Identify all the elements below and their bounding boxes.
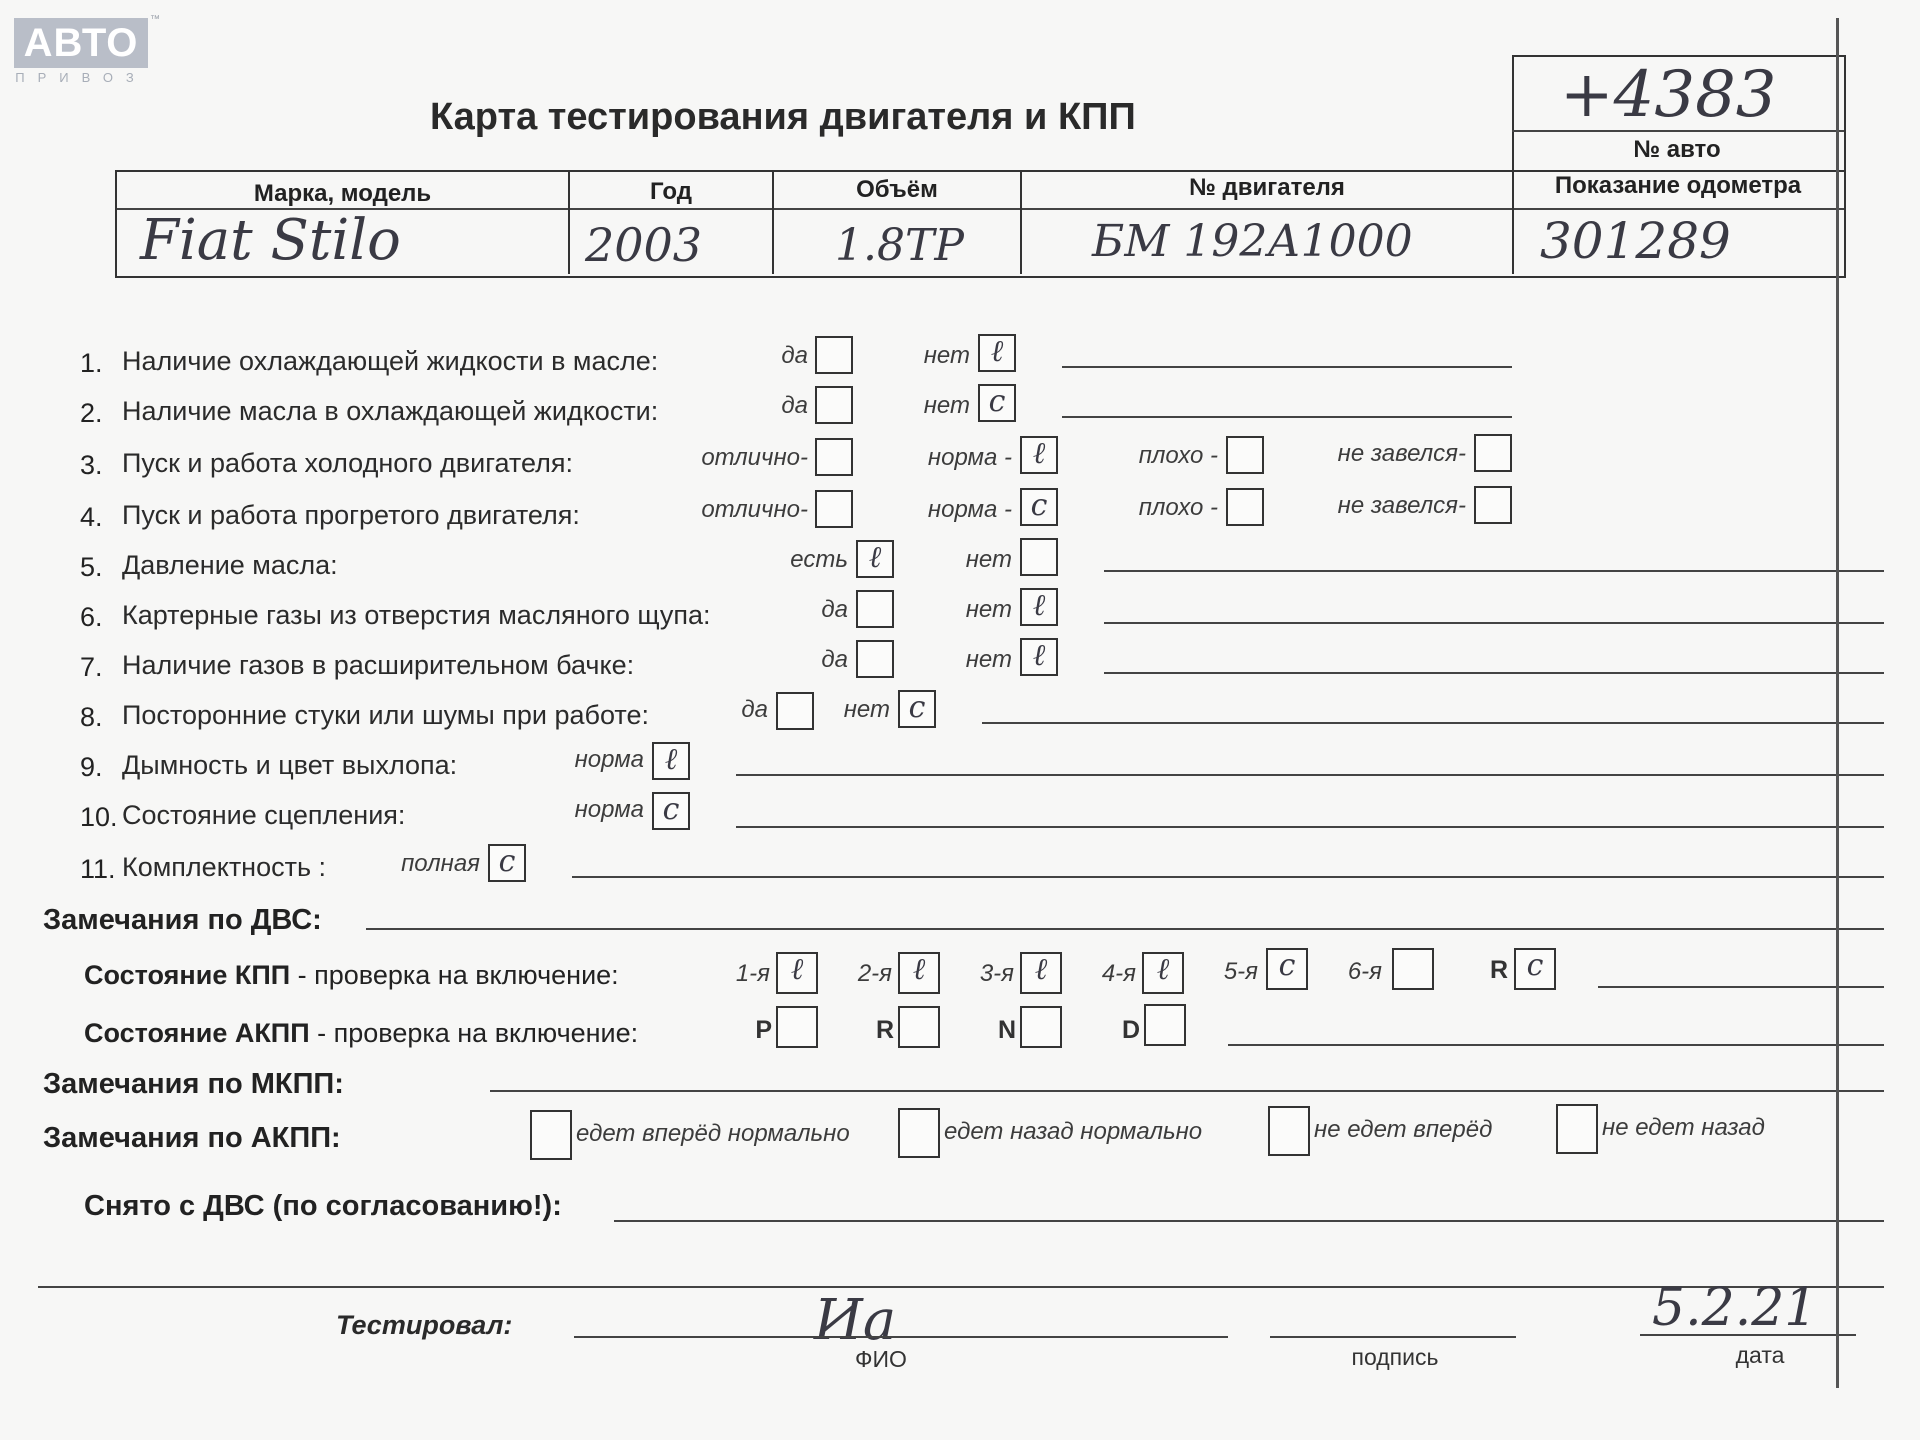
checkbox-normal[interactable]: ℓ [1020, 436, 1058, 474]
removed-from-engine-label: Снято с ДВС (по согласованию!): [84, 1190, 562, 1222]
gear-label: 1-я [735, 960, 770, 987]
car-number-value: +4383 [1560, 58, 1777, 132]
header-value-make-model: Fiat Stilo [140, 208, 401, 273]
tested-by-label: Тестировал: [336, 1310, 513, 1340]
page-edge-line [1836, 18, 1839, 1388]
kpp-label-rest: - проверка на включение: [290, 960, 619, 990]
header-value-year: 2003 [585, 218, 703, 272]
header-label-volume: Объём [856, 176, 938, 203]
item-number: 5. [80, 552, 103, 582]
option-label: не завелся- [1337, 492, 1466, 519]
option-label: да [781, 392, 808, 419]
remark-line [1104, 570, 1884, 572]
checkbox-no[interactable]: ℓ [1020, 588, 1058, 626]
checkbox-no-backward[interactable] [1556, 1104, 1598, 1154]
checkbox-bad[interactable] [1226, 436, 1264, 474]
item-number: 8. [80, 702, 103, 732]
option-label: есть [790, 546, 848, 573]
gear-2-checkbox[interactable]: ℓ [898, 952, 940, 994]
remark-line [1228, 1044, 1884, 1046]
logo-subtitle: ПРИВОЗ [15, 70, 147, 85]
item-label: Дымность и цвет выхлопа: [122, 750, 458, 780]
option-label: отлично- [701, 444, 808, 471]
checkbox-normal[interactable]: ℓ [652, 742, 690, 780]
akpp-p-checkbox[interactable] [776, 1006, 818, 1048]
checkbox-normal[interactable]: c [1020, 488, 1058, 526]
gear-4-checkbox[interactable]: ℓ [1142, 952, 1184, 994]
checkbox-no[interactable]: c [978, 384, 1016, 422]
item-number: 6. [80, 602, 103, 632]
checkbox-normal[interactable]: c [652, 792, 690, 830]
fio-caption: ФИО [855, 1346, 907, 1372]
signature-caption: подпись [1351, 1344, 1439, 1370]
item-label: Комплектность : [122, 852, 327, 882]
option-label: да [821, 596, 848, 623]
fio-line [574, 1336, 1228, 1338]
akpp-n-checkbox[interactable] [1020, 1006, 1062, 1048]
checkbox-yes[interactable] [856, 640, 894, 678]
checkbox-drives-backward[interactable] [898, 1108, 940, 1158]
option-label: не едет назад [1602, 1114, 1765, 1141]
option-label: нет [923, 392, 970, 419]
item-label: Давление масла: [122, 550, 338, 580]
option-label: норма - [927, 444, 1012, 471]
option-label: нет [965, 646, 1012, 673]
option-label: нет [965, 596, 1012, 623]
checkbox-present[interactable]: ℓ [856, 540, 894, 578]
item-label: Картерные газы из отверстия масляного щупа: [122, 600, 711, 630]
option-label: не едет вперёд [1314, 1116, 1493, 1143]
gear-label: 5-я [1223, 958, 1258, 985]
option-label: нет [965, 546, 1012, 573]
checkbox-absent[interactable] [1020, 538, 1058, 576]
akpp-label-rest: - проверка на включение: [309, 1018, 639, 1048]
option-label: плохо - [1138, 442, 1218, 469]
page-title: Карта тестирования двигателя и КПП [430, 96, 1136, 138]
remark-line [1062, 416, 1512, 418]
header-label-odometer: Показание одометра [1554, 172, 1802, 199]
akpp-label [84, 1018, 638, 1049]
checkbox-yes[interactable] [815, 336, 853, 374]
option-label: едет назад нормально [944, 1118, 1203, 1145]
car-number-label: № авто [1633, 136, 1721, 163]
item-number: 1. [80, 348, 103, 378]
fio-handwritten: Иа [814, 1288, 897, 1353]
remark-line [1104, 672, 1884, 674]
header-label-engine-number: № двигателя [1189, 174, 1345, 201]
gear-r-checkbox[interactable]: c [1514, 948, 1556, 990]
item-label: Пуск и работа прогретого двигателя: [122, 500, 580, 530]
header-value-volume: 1.8TP [835, 220, 964, 271]
item-number: 10. [80, 802, 118, 832]
akpp-position-label: P [755, 1016, 772, 1044]
gear-label: 3-я [979, 960, 1014, 987]
item-number: 3. [80, 450, 103, 480]
item-number: 4. [80, 502, 103, 532]
header-label-year: Год [650, 178, 692, 205]
gear-label: 4-я [1101, 960, 1136, 987]
item-number: 7. [80, 652, 103, 682]
checkbox-yes[interactable] [815, 386, 853, 424]
item-number: 11. [80, 854, 116, 884]
checkbox-no-forward[interactable] [1268, 1106, 1310, 1156]
akpp-position-label: R [875, 1016, 894, 1044]
item-number: 2. [80, 398, 103, 428]
option-label: нет [923, 342, 970, 369]
date-caption: дата [1735, 1342, 1785, 1368]
gear-1-checkbox[interactable]: ℓ [776, 952, 818, 994]
checkbox-excellent[interactable] [815, 490, 853, 528]
checkbox-no[interactable]: c [898, 690, 936, 728]
date-line [1640, 1334, 1856, 1336]
checkbox-no[interactable]: ℓ [1020, 638, 1058, 676]
kpp-label-bold: Состояние КПП [84, 960, 291, 990]
akpp-position-label: N [997, 1016, 1016, 1044]
remark-line [736, 826, 1884, 828]
remark-line [572, 876, 1884, 878]
option-label: норма [574, 746, 644, 773]
item-label: Наличие охлаждающей жидкости в масле: [122, 346, 659, 376]
akpp-position-label: D [1121, 1016, 1140, 1044]
checkbox-yes[interactable] [856, 590, 894, 628]
checkbox-excellent[interactable] [815, 438, 853, 476]
option-label: да [741, 696, 768, 723]
checkbox-yes[interactable] [776, 692, 814, 730]
gear-label: 6-я [1347, 958, 1382, 985]
option-label: норма - [927, 496, 1012, 523]
item-label: Наличие масла в охлаждающей жидкости: [122, 396, 659, 426]
gear-3-checkbox[interactable]: ℓ [1020, 952, 1062, 994]
checkbox-bad[interactable] [1226, 488, 1264, 526]
option-label: плохо - [1138, 494, 1218, 521]
checkbox-complete[interactable]: c [488, 844, 526, 882]
item-number: 9. [80, 752, 103, 782]
akpp-r-checkbox[interactable] [898, 1006, 940, 1048]
remarks-engine-label: Замечания по ДВС: [43, 904, 322, 936]
akpp-d-checkbox[interactable] [1144, 1004, 1186, 1046]
header-value-engine-number: БМ 192А1000 [1092, 216, 1413, 267]
logo-trademark: ™ [150, 14, 160, 25]
checkbox-no[interactable]: ℓ [978, 334, 1016, 372]
footer-separator [38, 1286, 1884, 1288]
option-label: норма [574, 796, 644, 823]
item-label: Посторонние стуки или шумы при работе: [122, 700, 649, 730]
company-logo: АВТО [14, 18, 148, 68]
checkbox-drives-forward[interactable] [530, 1110, 572, 1160]
option-label: полная [401, 850, 480, 877]
item-label: Состояние сцепления: [122, 800, 406, 830]
date-handwritten: 5.2.21 [1652, 1278, 1818, 1338]
option-label: не завелся- [1337, 440, 1466, 467]
option-label: отлично- [701, 496, 808, 523]
gear-6-checkbox[interactable] [1392, 948, 1434, 990]
signature-line [1270, 1336, 1516, 1338]
remark-line [736, 774, 1884, 776]
option-label: да [821, 646, 848, 673]
remark-line [490, 1090, 1884, 1092]
kpp-label [84, 960, 619, 991]
checkbox-not-started[interactable] [1474, 434, 1512, 472]
remarks-akpp-label: Замечания по АКПП: [43, 1122, 341, 1154]
item-label: Пуск и работа холодного двигателя: [122, 448, 573, 478]
remark-line [1598, 986, 1884, 988]
remark-line [366, 928, 1884, 930]
option-label: нет [843, 696, 890, 723]
header-value-odometer: 301289 [1540, 212, 1731, 270]
akpp-label-bold: Состояние АКПП [84, 1018, 310, 1048]
option-label: едет вперёд нормально [576, 1120, 850, 1147]
remark-line [982, 722, 1884, 724]
remark-line [614, 1220, 1884, 1222]
gear-label: R [1489, 956, 1508, 984]
item-label: Наличие газов в расширительном бачке: [122, 650, 635, 680]
remark-line [1104, 622, 1884, 624]
option-label: да [781, 342, 808, 369]
gear-5-checkbox[interactable]: c [1266, 948, 1308, 990]
remarks-mkpp-label: Замечания по МКПП: [43, 1068, 344, 1100]
checkbox-not-started[interactable] [1474, 486, 1512, 524]
remark-line [1062, 366, 1512, 368]
gear-label: 2-я [857, 960, 892, 987]
header-label-make-model: Марка, модель [253, 180, 432, 207]
